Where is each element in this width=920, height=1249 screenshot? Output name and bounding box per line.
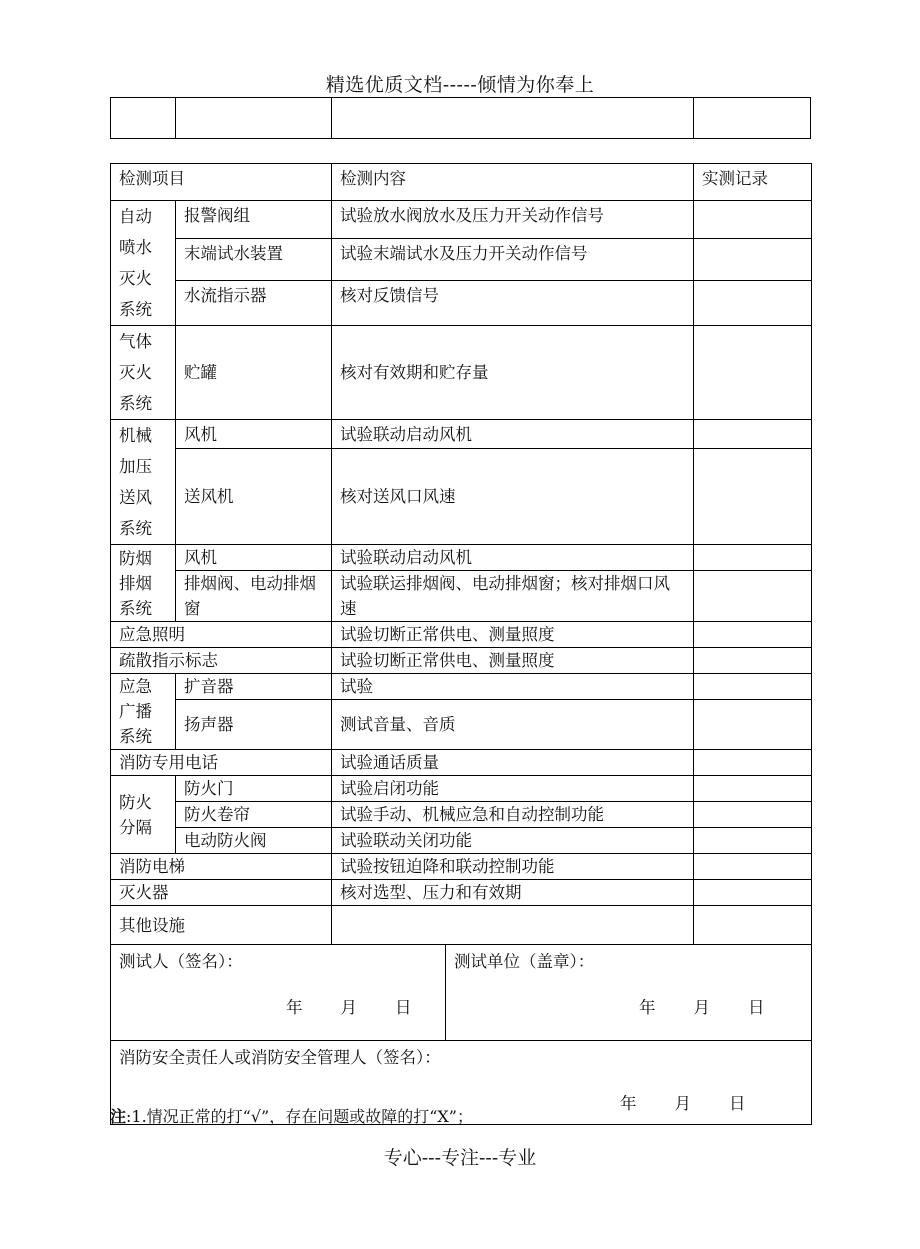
content-cell: 试验放水阀放水及压力开关动作信号 xyxy=(332,201,694,239)
header-item: 检测项目 xyxy=(111,164,332,201)
unit-stamp-cell[interactable] xyxy=(446,945,812,1041)
record-cell[interactable] xyxy=(694,326,812,420)
content-cell: 试验联动启动风机 xyxy=(332,420,694,449)
record-cell[interactable] xyxy=(694,420,812,449)
sub-item: 报警阀组 xyxy=(176,201,332,239)
sub-item: 扬声器 xyxy=(176,700,332,750)
month-label: 月 xyxy=(693,998,710,1017)
unit-date xyxy=(639,995,765,1020)
group-smoke: 防烟排烟系统 xyxy=(111,545,176,622)
month-label: 月 xyxy=(340,998,357,1017)
day-label: 日 xyxy=(395,998,412,1017)
record-cell[interactable] xyxy=(694,201,812,239)
blank-cell[interactable] xyxy=(694,98,811,139)
content-cell: 试验通话质量 xyxy=(332,750,694,776)
record-cell[interactable] xyxy=(694,648,812,674)
header-record: 实测记录 xyxy=(694,164,812,201)
group-gas: 气体灭火系统 xyxy=(111,326,176,420)
record-cell[interactable] xyxy=(694,674,812,700)
item-cell: 消防电梯 xyxy=(111,854,332,880)
content-cell: 试验联动启动风机 xyxy=(332,545,694,571)
record-cell[interactable] xyxy=(694,545,812,571)
record-cell[interactable] xyxy=(694,880,812,906)
record-cell[interactable] xyxy=(694,449,812,545)
content-cell: 核对反馈信号 xyxy=(332,280,694,325)
footnote xyxy=(110,1104,473,1127)
content-cell: 试验手动、机械应急和自动控制功能 xyxy=(332,802,694,828)
record-cell[interactable] xyxy=(694,776,812,802)
item-cell: 应急照明 xyxy=(111,622,332,648)
record-cell[interactable] xyxy=(694,239,812,280)
content-cell: 核对选型、压力和有效期 xyxy=(332,880,694,906)
note-label: 注 xyxy=(110,1107,127,1126)
page-footer: 专心---专注---专业 xyxy=(383,1147,537,1169)
item-cell: 疏散指示标志 xyxy=(111,648,332,674)
tester-label: 测试人（签名）： xyxy=(119,952,243,971)
responsible-date xyxy=(620,1091,746,1116)
page-header: 精选优质文档-----倾情为你奉上 xyxy=(325,74,595,96)
tester-date xyxy=(286,995,412,1020)
item-cell: 消防专用电话 xyxy=(111,750,332,776)
sub-item: 水流指示器 xyxy=(176,280,332,325)
note-text: :1.情况正常的打“√”，存在问题或故障的打“X”； xyxy=(126,1107,473,1126)
top-blank-table xyxy=(110,97,811,139)
group-fire-separation: 防火分隔 xyxy=(111,776,176,854)
sub-item: 贮罐 xyxy=(176,326,332,420)
record-cell[interactable] xyxy=(694,622,812,648)
content-cell: 试验 xyxy=(332,674,694,700)
tester-signature-cell[interactable] xyxy=(111,945,446,1041)
record-cell[interactable] xyxy=(694,750,812,776)
sub-item: 防火门 xyxy=(176,776,332,802)
record-cell[interactable] xyxy=(694,700,812,750)
unit-label: 测试单位（盖章）： xyxy=(454,952,595,971)
blank-cell[interactable] xyxy=(176,98,332,139)
sub-item: 送风机 xyxy=(176,449,332,545)
content-cell: 试验按钮迫降和联动控制功能 xyxy=(332,854,694,880)
sub-item: 扩音器 xyxy=(176,674,332,700)
sub-item: 风机 xyxy=(176,545,332,571)
record-cell[interactable] xyxy=(694,571,812,622)
year-label: 年 xyxy=(286,998,303,1017)
content-cell: 试验切断正常供电、测量照度 xyxy=(332,648,694,674)
item-cell: 其他设施 xyxy=(111,906,332,945)
inspection-table xyxy=(110,163,812,1125)
content-cell: 试验末端试水及压力开关动作信号 xyxy=(332,239,694,280)
year-label: 年 xyxy=(639,998,656,1017)
group-broadcast: 应急广播系统 xyxy=(111,674,176,750)
sub-item: 防火卷帘 xyxy=(176,802,332,828)
content-cell: 试验联动关闭功能 xyxy=(332,828,694,854)
month-label: 月 xyxy=(674,1094,691,1113)
item-cell: 灭火器 xyxy=(111,880,332,906)
content-cell: 测试音量、音质 xyxy=(332,700,694,750)
sub-item: 末端试水装置 xyxy=(176,239,332,280)
record-cell[interactable] xyxy=(694,828,812,854)
content-cell: 核对有效期和贮存量 xyxy=(332,326,694,420)
day-label: 日 xyxy=(729,1094,746,1113)
sub-item: 风机 xyxy=(176,420,332,449)
responsible-label: 消防安全责任人或消防安全管理人（签名）： xyxy=(119,1048,441,1067)
record-cell[interactable] xyxy=(694,854,812,880)
content-cell: 试验切断正常供电、测量照度 xyxy=(332,622,694,648)
content-cell: 试验启闭功能 xyxy=(332,776,694,802)
blank-cell[interactable] xyxy=(111,98,176,139)
group-pressurize: 机械加压送风系统 xyxy=(111,420,176,545)
content-cell: 核对送风口风速 xyxy=(332,449,694,545)
content-cell[interactable] xyxy=(332,906,694,945)
day-label: 日 xyxy=(748,998,765,1017)
record-cell[interactable] xyxy=(694,802,812,828)
content-cell: 试验联运排烟阀、电动排烟窗；核对排烟口风速 xyxy=(332,571,694,622)
year-label: 年 xyxy=(620,1094,637,1113)
record-cell[interactable] xyxy=(694,280,812,325)
header-content: 检测内容 xyxy=(332,164,694,201)
group-auto-sprinkler: 自动喷水灭火系统 xyxy=(111,201,176,326)
sub-item: 电动防火阀 xyxy=(176,828,332,854)
sub-item: 排烟阀、电动排烟窗 xyxy=(176,571,332,622)
record-cell[interactable] xyxy=(694,906,812,945)
blank-cell[interactable] xyxy=(332,98,694,139)
